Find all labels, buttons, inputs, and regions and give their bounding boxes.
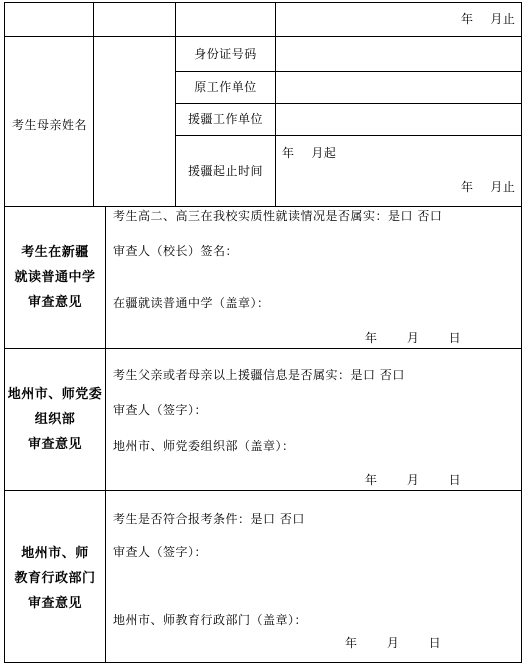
org-seal: 地州市、师党委组织部（盖章）： xyxy=(113,439,295,453)
edu-seal: 地州市、师教育行政部门（盖章）： xyxy=(113,613,308,627)
org-date: 年 月 日 xyxy=(365,473,462,487)
aid-period-label: 援疆起止时间 xyxy=(187,164,263,178)
edu-section-title-1: 地州市、师 xyxy=(21,546,89,561)
col-divider xyxy=(93,2,94,207)
aid-period-start: 年 月起 xyxy=(282,146,337,160)
school-reviewer: 审查人（校长）签名： xyxy=(113,244,239,258)
col-divider xyxy=(105,206,106,663)
border-bottom xyxy=(4,662,522,663)
org-section-title-1: 地州市、师党委 xyxy=(7,387,103,402)
org-section-title-3: 审查意见 xyxy=(27,437,82,452)
row-divider xyxy=(175,71,522,72)
school-question: 考生高二、高三在我校实质性就读情况是否属实：是口 否口 xyxy=(113,209,443,223)
school-section-title-1: 考生在新疆 xyxy=(21,245,89,260)
row-divider xyxy=(4,348,522,349)
edu-question: 考生是否符合报考条件：是口 否口 xyxy=(113,512,305,526)
edu-reviewer: 审查人（签字）： xyxy=(113,545,208,559)
school-seal: 在疆就读普通中学（盖章）： xyxy=(113,296,270,310)
edu-section-title-3: 审查意见 xyxy=(27,596,82,611)
mother-name-label: 考生母亲姓名 xyxy=(12,118,88,132)
org-reviewer: 审查人（签字）： xyxy=(113,403,208,417)
school-section-title-3: 审查意见 xyxy=(27,295,82,310)
school-date: 年 月 日 xyxy=(365,331,462,345)
border-right xyxy=(521,2,522,663)
aid-period-end: 年 月止 xyxy=(461,180,516,194)
aid-unit-label: 援疆工作单位 xyxy=(187,112,263,126)
top-row-date: 年 月止 xyxy=(461,12,516,26)
border-top xyxy=(4,2,522,3)
edu-section-title-2: 教育行政部门 xyxy=(14,571,96,586)
org-question: 考生父亲或者母亲以上援疆信息是否属实：是口 否口 xyxy=(113,368,405,382)
row-divider xyxy=(4,490,522,491)
edu-date: 年 月 日 xyxy=(345,636,442,650)
col-divider xyxy=(275,2,276,207)
row-divider xyxy=(175,103,522,104)
original-unit-label: 原工作单位 xyxy=(194,80,257,94)
org-section-title-2: 组织部 xyxy=(34,412,76,427)
row-divider xyxy=(4,206,522,207)
row-divider xyxy=(4,36,522,37)
border-left xyxy=(4,2,5,663)
school-section-title-2: 就读普通中学 xyxy=(14,270,96,285)
row-divider xyxy=(175,135,522,136)
id-number-label: 身份证号码 xyxy=(194,47,257,61)
